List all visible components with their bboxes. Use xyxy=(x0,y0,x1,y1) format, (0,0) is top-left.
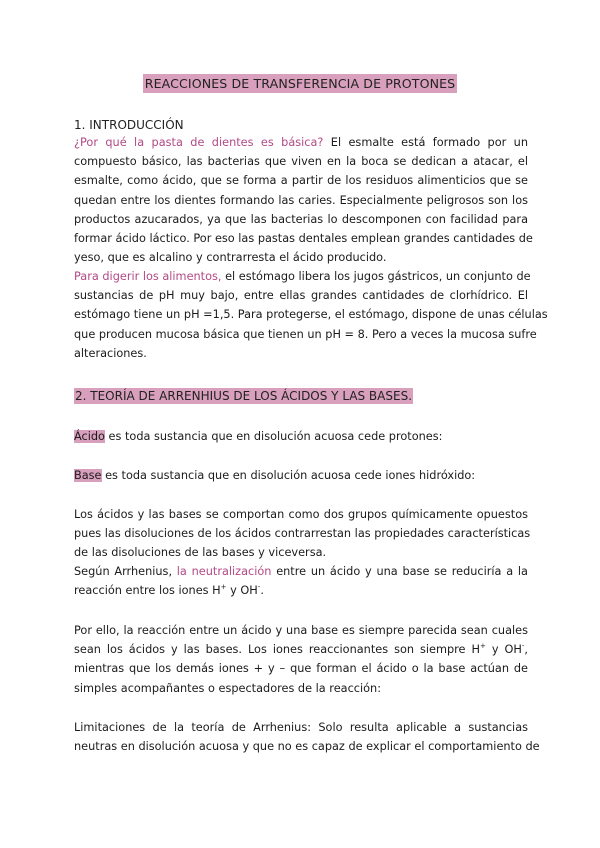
page-title: REACCIONES DE TRANSFERENCIA DE PROTONES xyxy=(144,76,456,91)
section-2-heading xyxy=(74,389,413,403)
text-line: Por ello, la reacción entre un ácido y una base es siempre parecida sean cuales xyxy=(74,624,528,637)
text-line: esmalte, como ácido, que se forma a partir de los residuos alimenticios que se xyxy=(74,174,528,188)
acid-term: Ácido xyxy=(74,430,105,443)
title-wrap xyxy=(0,73,600,93)
text-span: y OH xyxy=(226,584,258,598)
text-line: alteraciones. xyxy=(74,346,147,360)
base-term: Base xyxy=(74,469,102,482)
text-line: sustancias de pH muy bajo, entre ellas grandes cantidades de clorhídrico. El xyxy=(74,289,528,303)
text-line xyxy=(74,267,531,286)
paragraph-ions xyxy=(74,621,528,698)
text-span: sean los ácidos y las bases. Los iones reaccionantes son siempre H xyxy=(74,643,480,657)
text-line: yeso, que es alcalino y contrarresta el ácido producido. xyxy=(74,251,387,265)
text-span: entre un ácido y una base se reduciría a la xyxy=(271,565,528,578)
base-definition xyxy=(74,466,528,485)
text-line: quedan entre los dientes formando las caries. Especialmente peligrosos son los xyxy=(74,193,528,207)
text-span: , xyxy=(524,643,528,657)
digest-highlight: Para digerir los alimentos, xyxy=(74,270,222,283)
text-span: reacción entre los iones H xyxy=(74,584,221,598)
text-line: formar ácido láctico. Por eso las pastas dentales emplean grandes cantidades de xyxy=(74,232,533,246)
text-line xyxy=(74,466,528,485)
text-line xyxy=(74,562,528,581)
text-span: El esmalte está formado por un xyxy=(323,136,528,149)
text-span: el estómago libera los jugos gástricos, un conjunto de xyxy=(221,270,531,283)
text-span: y OH xyxy=(485,643,522,657)
intro-paragraph-2 xyxy=(74,267,548,363)
text-line: compuesto básico, las bacterias que viven en la boca se dedican a atacar, el xyxy=(74,155,528,169)
section-2-heading-text: 2. TEORÍA DE ARRENHIUS DE LOS ÁCIDOS Y LAS BASES. xyxy=(75,389,413,403)
text-line: estómago tiene un pH =1,5. Para protegerse, el estómago, dispone de unas células xyxy=(74,308,548,322)
section-1-heading xyxy=(74,118,184,132)
question-highlight: ¿Por qué la pasta de dientes es básica? xyxy=(74,136,324,149)
text-span: Según Arrhenius, xyxy=(74,565,177,578)
text-line: de las disoluciones de las bases y viceversa. xyxy=(74,546,327,560)
section-1-heading-text: 1. INTRODUCCIÓN xyxy=(74,118,184,132)
superscript-plus: + xyxy=(220,583,227,592)
text-line: mientras que los demás iones + y – que forman el ácido o la base actúan de xyxy=(74,662,528,676)
text-line: productos azucarados, ya que las bacterias lo descomponen con facilidad para xyxy=(74,212,528,226)
paragraph-opposites xyxy=(74,505,531,563)
text-line xyxy=(74,581,528,600)
text-line: que producen mucosa básica que tienen un pH = 8. Pero a veces la mucosa sufre xyxy=(74,327,537,341)
text-line xyxy=(74,133,528,152)
acid-definition xyxy=(74,427,528,446)
text-line: Limitaciones de la teoría de Arrhenius: Solo resulta aplicable a sustancias xyxy=(74,721,528,734)
text-line: Los ácidos y las bases se comportan como dos grupos químicamente opuestos xyxy=(74,508,528,521)
paragraph-neutralization xyxy=(74,562,528,600)
superscript-minus: - xyxy=(257,583,261,592)
superscript-plus: + xyxy=(479,642,486,651)
text-line: neutras en disolución acuosa y que no es capaz de explicar el comportamiento de xyxy=(74,740,540,754)
text-span: es toda sustancia que en disolución acuosa cede iones hidróxido: xyxy=(101,469,476,482)
text-span: . xyxy=(260,584,264,598)
text-line: simples acompañantes o espectadores de la reacción: xyxy=(74,681,382,695)
neutralization-highlight: la neutralización xyxy=(176,565,272,578)
text-span: es toda sustancia que en disolución acuosa cede protones: xyxy=(104,430,443,443)
paragraph-limitations xyxy=(74,718,540,756)
text-line xyxy=(74,640,528,659)
intro-paragraph-1 xyxy=(74,133,533,267)
superscript-minus: - xyxy=(521,642,525,651)
text-line: pues las disoluciones de los ácidos contrarrestan las propiedades características xyxy=(74,527,531,541)
text-line xyxy=(74,427,528,446)
